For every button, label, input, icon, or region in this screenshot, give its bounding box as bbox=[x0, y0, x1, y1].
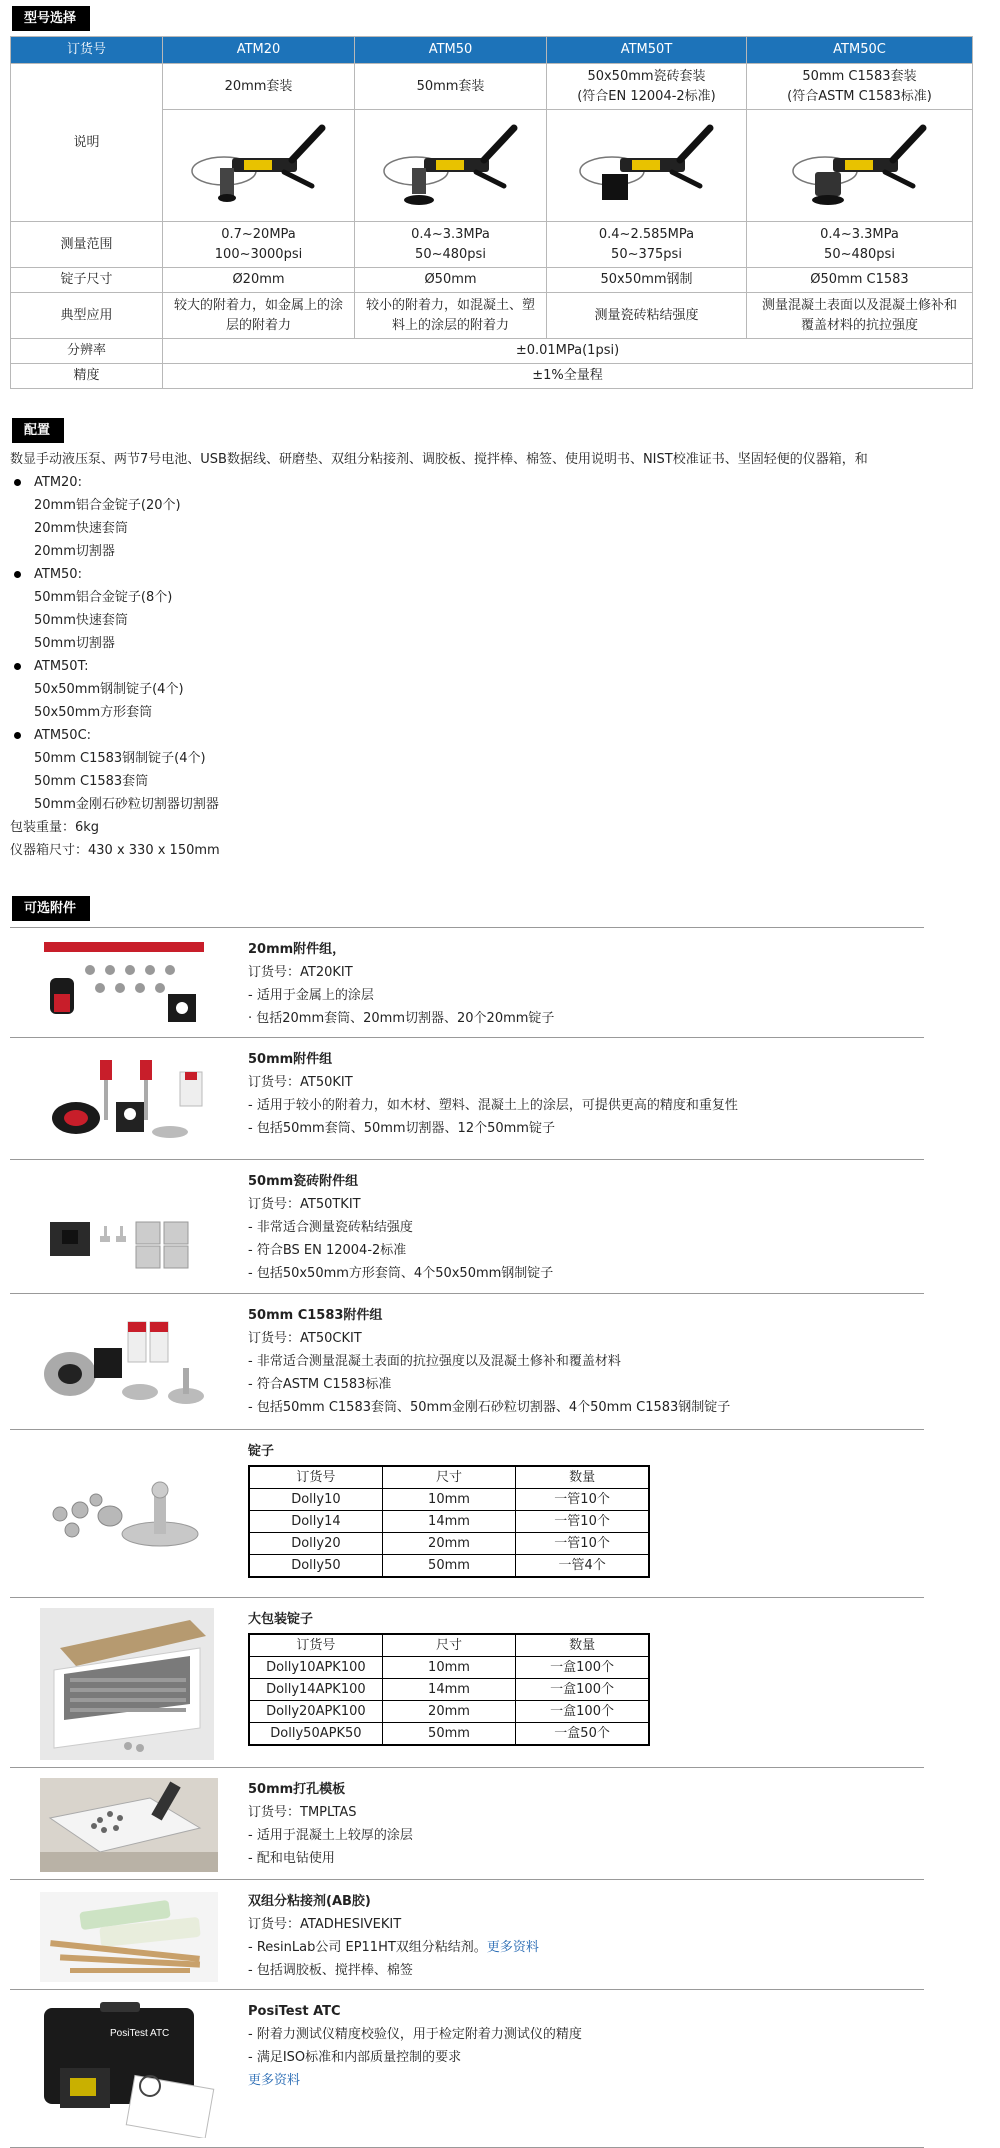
config-atm50 bbox=[10, 563, 970, 655]
config-atm20-item2: 20mm快速套筒 bbox=[34, 521, 128, 536]
header-atm20: ATM20 bbox=[163, 37, 355, 64]
range-atm20 bbox=[163, 222, 355, 268]
config-block bbox=[10, 448, 970, 862]
template-name: 50mm打孔模板 bbox=[248, 1782, 346, 1797]
adhesive-more-link[interactable]: 更多资料 bbox=[486, 1940, 539, 1955]
kit50t-name: 50mm瓷砖附件组 bbox=[248, 1174, 359, 1189]
kit20-line1: - 适用于金属上的涂层 bbox=[248, 988, 374, 1003]
kit20-image bbox=[40, 938, 210, 1026]
kit50t-line1: - 非常适合测量瓷砖粘结强度 bbox=[248, 1220, 413, 1235]
dollies-r1-size: 14mm bbox=[382, 1511, 515, 1533]
accessory-dollies bbox=[10, 1429, 924, 1598]
dollies-r0-order: Dolly10 bbox=[249, 1489, 382, 1511]
config-atm50t-item2: 50x50mm方形套筒 bbox=[34, 705, 153, 720]
kit50c-line2: - 符合ASTM C1583标准 bbox=[248, 1377, 392, 1392]
dollies-r3-order: Dolly50 bbox=[249, 1555, 382, 1578]
image-atm20 bbox=[163, 110, 355, 222]
adhesive-text bbox=[248, 1890, 539, 1982]
bulk-r1-order: Dolly14APK100 bbox=[249, 1679, 382, 1701]
dollies-table bbox=[248, 1465, 650, 1578]
bulk-r0-order: Dolly10APK100 bbox=[249, 1657, 382, 1679]
kit50-name: 50mm附件组 bbox=[248, 1052, 333, 1067]
app-atm20 bbox=[163, 293, 355, 339]
bulk-dollies-table bbox=[248, 1633, 650, 1746]
desc-atm50c-line1: 50mm C1583套装 bbox=[802, 68, 917, 84]
app-atm50 bbox=[355, 293, 547, 339]
table-row bbox=[249, 1555, 649, 1578]
desc-atm50t-line1: 50x50mm瓷砖套装 bbox=[587, 68, 706, 84]
config-atm50-name: ATM50: bbox=[34, 567, 82, 582]
kit50-line1: - 适用于较小的附着力，如木材、塑料、混凝土上的涂层，可提供更高的精度和重复性 bbox=[248, 1098, 738, 1113]
kit20-order: 订货号：AT20KIT bbox=[248, 965, 353, 980]
dolly-atm50: Ø50mm bbox=[355, 268, 547, 293]
accessory-template bbox=[10, 1767, 924, 1880]
kit50t-line2: - 符合BS EN 12004-2标准 bbox=[248, 1243, 407, 1258]
image-atm50 bbox=[355, 110, 547, 222]
kit50t-order: 订货号：AT50TKIT bbox=[248, 1197, 361, 1212]
bulk-r0-size: 10mm bbox=[382, 1657, 515, 1679]
positest-atc-image bbox=[40, 1998, 220, 2138]
accessory-adhesive bbox=[10, 1879, 924, 1990]
accessory-kit50t bbox=[10, 1159, 924, 1294]
desc-atm50 bbox=[355, 64, 547, 110]
app-atm50-line1: 较小的附着力，如混凝土、塑 bbox=[365, 297, 535, 313]
config-atm50-item1: 50mm铝合金锭子(8个) bbox=[34, 590, 173, 605]
dollies-r2-size: 20mm bbox=[382, 1533, 515, 1555]
app-atm50t-line1: 测量瓷砖粘结强度 bbox=[594, 307, 699, 323]
desc-atm50t-line2: (符合EN 12004-2标准) bbox=[577, 88, 716, 104]
kit50-image bbox=[40, 1052, 210, 1146]
bulk-dollies-image bbox=[40, 1608, 214, 1760]
range-atm20-psi: 100~3000psi bbox=[214, 246, 303, 262]
positest-atc-name: PosiTest ATC bbox=[248, 2004, 341, 2019]
atm50-tester-image bbox=[376, 116, 526, 216]
bullet-icon bbox=[14, 732, 21, 739]
config-atm50c-item2: 50mm C1583套筒 bbox=[34, 774, 149, 789]
config-atm50t-name: ATM50T: bbox=[34, 659, 89, 674]
accessory-bulk-dollies bbox=[10, 1597, 924, 1768]
atm50c-tester-image bbox=[785, 116, 935, 216]
range-atm20-mpa: 0.7~20MPa bbox=[221, 226, 296, 242]
app-atm20-line1: 较大的附着力，如金属上的涂 bbox=[173, 297, 343, 313]
accessory-kit50c bbox=[10, 1293, 924, 1430]
dolly-label: 锭子尺寸 bbox=[11, 268, 163, 293]
bulk-r1-size: 14mm bbox=[382, 1679, 515, 1701]
adhesive-image bbox=[40, 1892, 218, 1982]
atm50t-tester-image bbox=[572, 116, 722, 216]
range-atm50c bbox=[747, 222, 973, 268]
positest-atc-line1: - 附着力测试仪精度校验仪，用于检定附着力测试仪的精度 bbox=[248, 2027, 582, 2042]
kit50-text bbox=[248, 1048, 738, 1140]
positest-atc-line2: - 满足ISO标准和内部质量控制的要求 bbox=[248, 2050, 462, 2065]
table-row bbox=[249, 1679, 649, 1701]
app-atm50c bbox=[747, 293, 973, 339]
header-order-no: 订货号 bbox=[11, 37, 163, 64]
dollies-r0-qty: 一管10个 bbox=[516, 1489, 649, 1511]
dolly-atm50c: Ø50mm C1583 bbox=[747, 268, 973, 293]
config-model-list bbox=[10, 471, 970, 816]
table-row bbox=[249, 1657, 649, 1679]
range-atm50t-psi: 50~375psi bbox=[611, 246, 682, 262]
accessory-kit20 bbox=[10, 927, 924, 1038]
dolly-atm50t: 50x50mm钢制 bbox=[547, 268, 747, 293]
application-label: 典型应用 bbox=[11, 293, 163, 339]
resolution-value: ±0.01MPa(1psi) bbox=[163, 339, 973, 364]
bulk-col-qty: 数量 bbox=[516, 1634, 649, 1657]
app-atm50t bbox=[547, 293, 747, 339]
config-atm50t bbox=[10, 655, 970, 724]
table-row bbox=[249, 1723, 649, 1746]
atm20-tester-image bbox=[184, 116, 334, 216]
bullet-icon bbox=[14, 663, 21, 670]
dollies-col-qty: 数量 bbox=[516, 1466, 649, 1489]
app-atm50c-line2: 覆盖材料的抗拉强度 bbox=[800, 317, 918, 333]
config-case-size: 仪器箱尺寸：430 x 330 x 150mm bbox=[10, 843, 220, 858]
table-row bbox=[249, 1511, 649, 1533]
image-atm50c bbox=[747, 110, 973, 222]
model-spec-table bbox=[10, 36, 973, 389]
range-label: 测量范围 bbox=[11, 222, 163, 268]
kit50t-text bbox=[248, 1170, 553, 1285]
dollies-col-order: 订货号 bbox=[249, 1466, 382, 1489]
config-atm20 bbox=[10, 471, 970, 563]
accuracy-label: 精度 bbox=[11, 364, 163, 389]
dollies-r1-qty: 一管10个 bbox=[516, 1511, 649, 1533]
kit50c-line3: - 包括50mm C1583套筒、50mm金刚石砂粒切割器、4个50mm C1583钢制锭子 bbox=[248, 1400, 731, 1415]
accuracy-value: ±1%全量程 bbox=[163, 364, 973, 389]
template-order: 订货号：TMPLTAS bbox=[248, 1805, 357, 1820]
bulk-r3-qty: 一盒50个 bbox=[516, 1723, 649, 1746]
dolly-atm20: Ø20mm bbox=[163, 268, 355, 293]
template-image bbox=[40, 1778, 218, 1872]
kit20-line2: · 包括20mm套筒、20mm切割器、20个20mm锭子 bbox=[248, 1011, 555, 1026]
desc-atm50c-line2: (符合ASTM C1583标准) bbox=[787, 88, 932, 104]
kit50-order: 订货号：AT50KIT bbox=[248, 1075, 353, 1090]
section-title-accessories: 可选附件 bbox=[12, 896, 90, 921]
kit50t-line3: - 包括50x50mm方形套筒、4个50x50mm钢制锭子 bbox=[248, 1266, 554, 1281]
adhesive-line1-text: - ResinLab公司 EP11HT双组分粘结剂。 bbox=[248, 1940, 487, 1955]
adhesive-order: 订货号：ATADHESIVEKIT bbox=[248, 1917, 402, 1932]
template-line1: - 适用于混凝土上较厚的涂层 bbox=[248, 1828, 413, 1843]
config-atm50c-item3: 50mm金刚石砂粒切割器切割器 bbox=[34, 797, 219, 812]
accessory-positest-atc bbox=[10, 1989, 924, 2148]
resolution-row bbox=[11, 339, 973, 364]
kit50c-text bbox=[248, 1304, 730, 1419]
dollies-name: 锭子 bbox=[248, 1444, 275, 1459]
app-atm20-line2: 层的附着力 bbox=[225, 317, 291, 333]
bulk-r3-order: Dolly50APK50 bbox=[249, 1723, 382, 1746]
kit50c-order: 订货号：AT50CKIT bbox=[248, 1331, 362, 1346]
image-atm50t bbox=[547, 110, 747, 222]
template-text bbox=[248, 1778, 413, 1870]
config-atm50c-item1: 50mm C1583钢制锭子(4个) bbox=[34, 751, 206, 766]
range-atm50-mpa: 0.4~3.3MPa bbox=[411, 226, 490, 242]
range-atm50c-psi: 50~480psi bbox=[824, 246, 895, 262]
dollies-image bbox=[40, 1464, 210, 1554]
application-row bbox=[11, 293, 973, 339]
dollies-r3-size: 50mm bbox=[382, 1555, 515, 1578]
bulk-r1-qty: 一盒100个 bbox=[516, 1679, 649, 1701]
accessory-kit50 bbox=[10, 1037, 924, 1160]
bulk-r2-size: 20mm bbox=[382, 1701, 515, 1723]
bulk-dollies-name: 大包装锭子 bbox=[248, 1612, 314, 1627]
adhesive-line2: - 包括调胶板、搅拌棒、棉签 bbox=[248, 1963, 413, 1978]
desc-text-row bbox=[11, 64, 973, 110]
range-atm50t-mpa: 0.4~2.585MPa bbox=[598, 226, 695, 242]
config-atm50t-item1: 50x50mm钢制锭子(4个) bbox=[34, 682, 184, 697]
config-atm20-item1: 20mm铝合金锭子(20个) bbox=[34, 498, 181, 513]
header-atm50t: ATM50T bbox=[547, 37, 747, 64]
config-atm50-item3: 50mm切割器 bbox=[34, 636, 115, 651]
range-atm50 bbox=[355, 222, 547, 268]
section-title-config: 配置 bbox=[12, 418, 64, 443]
range-atm50t bbox=[547, 222, 747, 268]
adhesive-line1 bbox=[248, 1936, 539, 1959]
accuracy-row bbox=[11, 364, 973, 389]
bullet-icon bbox=[14, 571, 21, 578]
dollies-r2-qty: 一管10个 bbox=[516, 1533, 649, 1555]
bulk-r2-order: Dolly20APK100 bbox=[249, 1701, 382, 1723]
dolly-row bbox=[11, 268, 973, 293]
config-atm50-item2: 50mm快速套筒 bbox=[34, 613, 128, 628]
desc-atm50t bbox=[547, 64, 747, 110]
header-atm50c: ATM50C bbox=[747, 37, 973, 64]
app-atm50-line2: 料上的涂层的附着力 bbox=[391, 317, 509, 333]
table-row bbox=[249, 1701, 649, 1723]
desc-atm50-line1: 50mm套装 bbox=[416, 78, 485, 94]
config-atm50c-name: ATM50C: bbox=[34, 728, 92, 743]
bulk-r3-size: 50mm bbox=[382, 1723, 515, 1746]
dollies-r1-order: Dolly14 bbox=[249, 1511, 382, 1533]
adhesive-name: 双组分粘接剂(AB胶) bbox=[248, 1894, 371, 1909]
config-weight: 包装重量：6kg bbox=[10, 820, 100, 835]
kit20-text bbox=[248, 938, 554, 1030]
header-atm50: ATM50 bbox=[355, 37, 547, 64]
desc-atm20-line1: 20mm套装 bbox=[224, 78, 293, 94]
kit50t-image bbox=[40, 1186, 210, 1276]
range-atm50-psi: 50~480psi bbox=[415, 246, 486, 262]
positest-atc-more-link[interactable]: 更多资料 bbox=[248, 2073, 301, 2088]
config-atm20-name: ATM20: bbox=[34, 475, 82, 490]
table-row bbox=[249, 1489, 649, 1511]
dollies-col-size: 尺寸 bbox=[382, 1466, 515, 1489]
bulk-header-row bbox=[249, 1634, 649, 1657]
dollies-r2-order: Dolly20 bbox=[249, 1533, 382, 1555]
config-intro: 数显手动液压泵、两节7号电池、USB数据线、研磨垫、双组分粘接剂、调胶板、搅拌棒、棉签、使用说明书、NIST校准证书、坚固轻便的仪器箱，和 bbox=[10, 452, 868, 467]
atc-case-label: PosiTest ATC bbox=[110, 2028, 170, 2039]
range-atm50c-mpa: 0.4~3.3MPa bbox=[820, 226, 899, 242]
bulk-r0-qty: 一盒100个 bbox=[516, 1657, 649, 1679]
positest-atc-text bbox=[248, 2000, 582, 2092]
kit50c-image bbox=[40, 1312, 210, 1412]
bulk-col-size: 尺寸 bbox=[382, 1634, 515, 1657]
bulk-r2-qty: 一盒100个 bbox=[516, 1701, 649, 1723]
config-atm50c bbox=[10, 724, 970, 816]
dollies-r3-qty: 一管4个 bbox=[516, 1555, 649, 1578]
desc-label: 说明 bbox=[11, 64, 163, 222]
kit50-line2: - 包括50mm套筒、50mm切割器、12个50mm锭子 bbox=[248, 1121, 555, 1136]
kit20-name: 20mm附件组， bbox=[248, 942, 346, 957]
kit50c-name: 50mm C1583附件组 bbox=[248, 1308, 383, 1323]
range-row bbox=[11, 222, 973, 268]
spec-header-row bbox=[11, 37, 973, 64]
template-line2: - 配和电钻使用 bbox=[248, 1851, 335, 1866]
dollies-text bbox=[248, 1440, 650, 1578]
dollies-r0-size: 10mm bbox=[382, 1489, 515, 1511]
resolution-label: 分辨率 bbox=[11, 339, 163, 364]
app-atm50c-line1: 测量混凝土表面以及混凝土修补和 bbox=[761, 297, 957, 313]
kit50c-line1: - 非常适合测量混凝土表面的抗拉强度以及混凝土修补和覆盖材料 bbox=[248, 1354, 621, 1369]
bullet-icon bbox=[14, 479, 21, 486]
desc-atm20 bbox=[163, 64, 355, 110]
table-row bbox=[249, 1533, 649, 1555]
config-atm20-item3: 20mm切割器 bbox=[34, 544, 115, 559]
bulk-col-order: 订货号 bbox=[249, 1634, 382, 1657]
desc-atm50c bbox=[747, 64, 973, 110]
bulk-dollies-text bbox=[248, 1608, 650, 1746]
section-title-model: 型号选择 bbox=[12, 6, 90, 31]
dollies-header-row bbox=[249, 1466, 649, 1489]
